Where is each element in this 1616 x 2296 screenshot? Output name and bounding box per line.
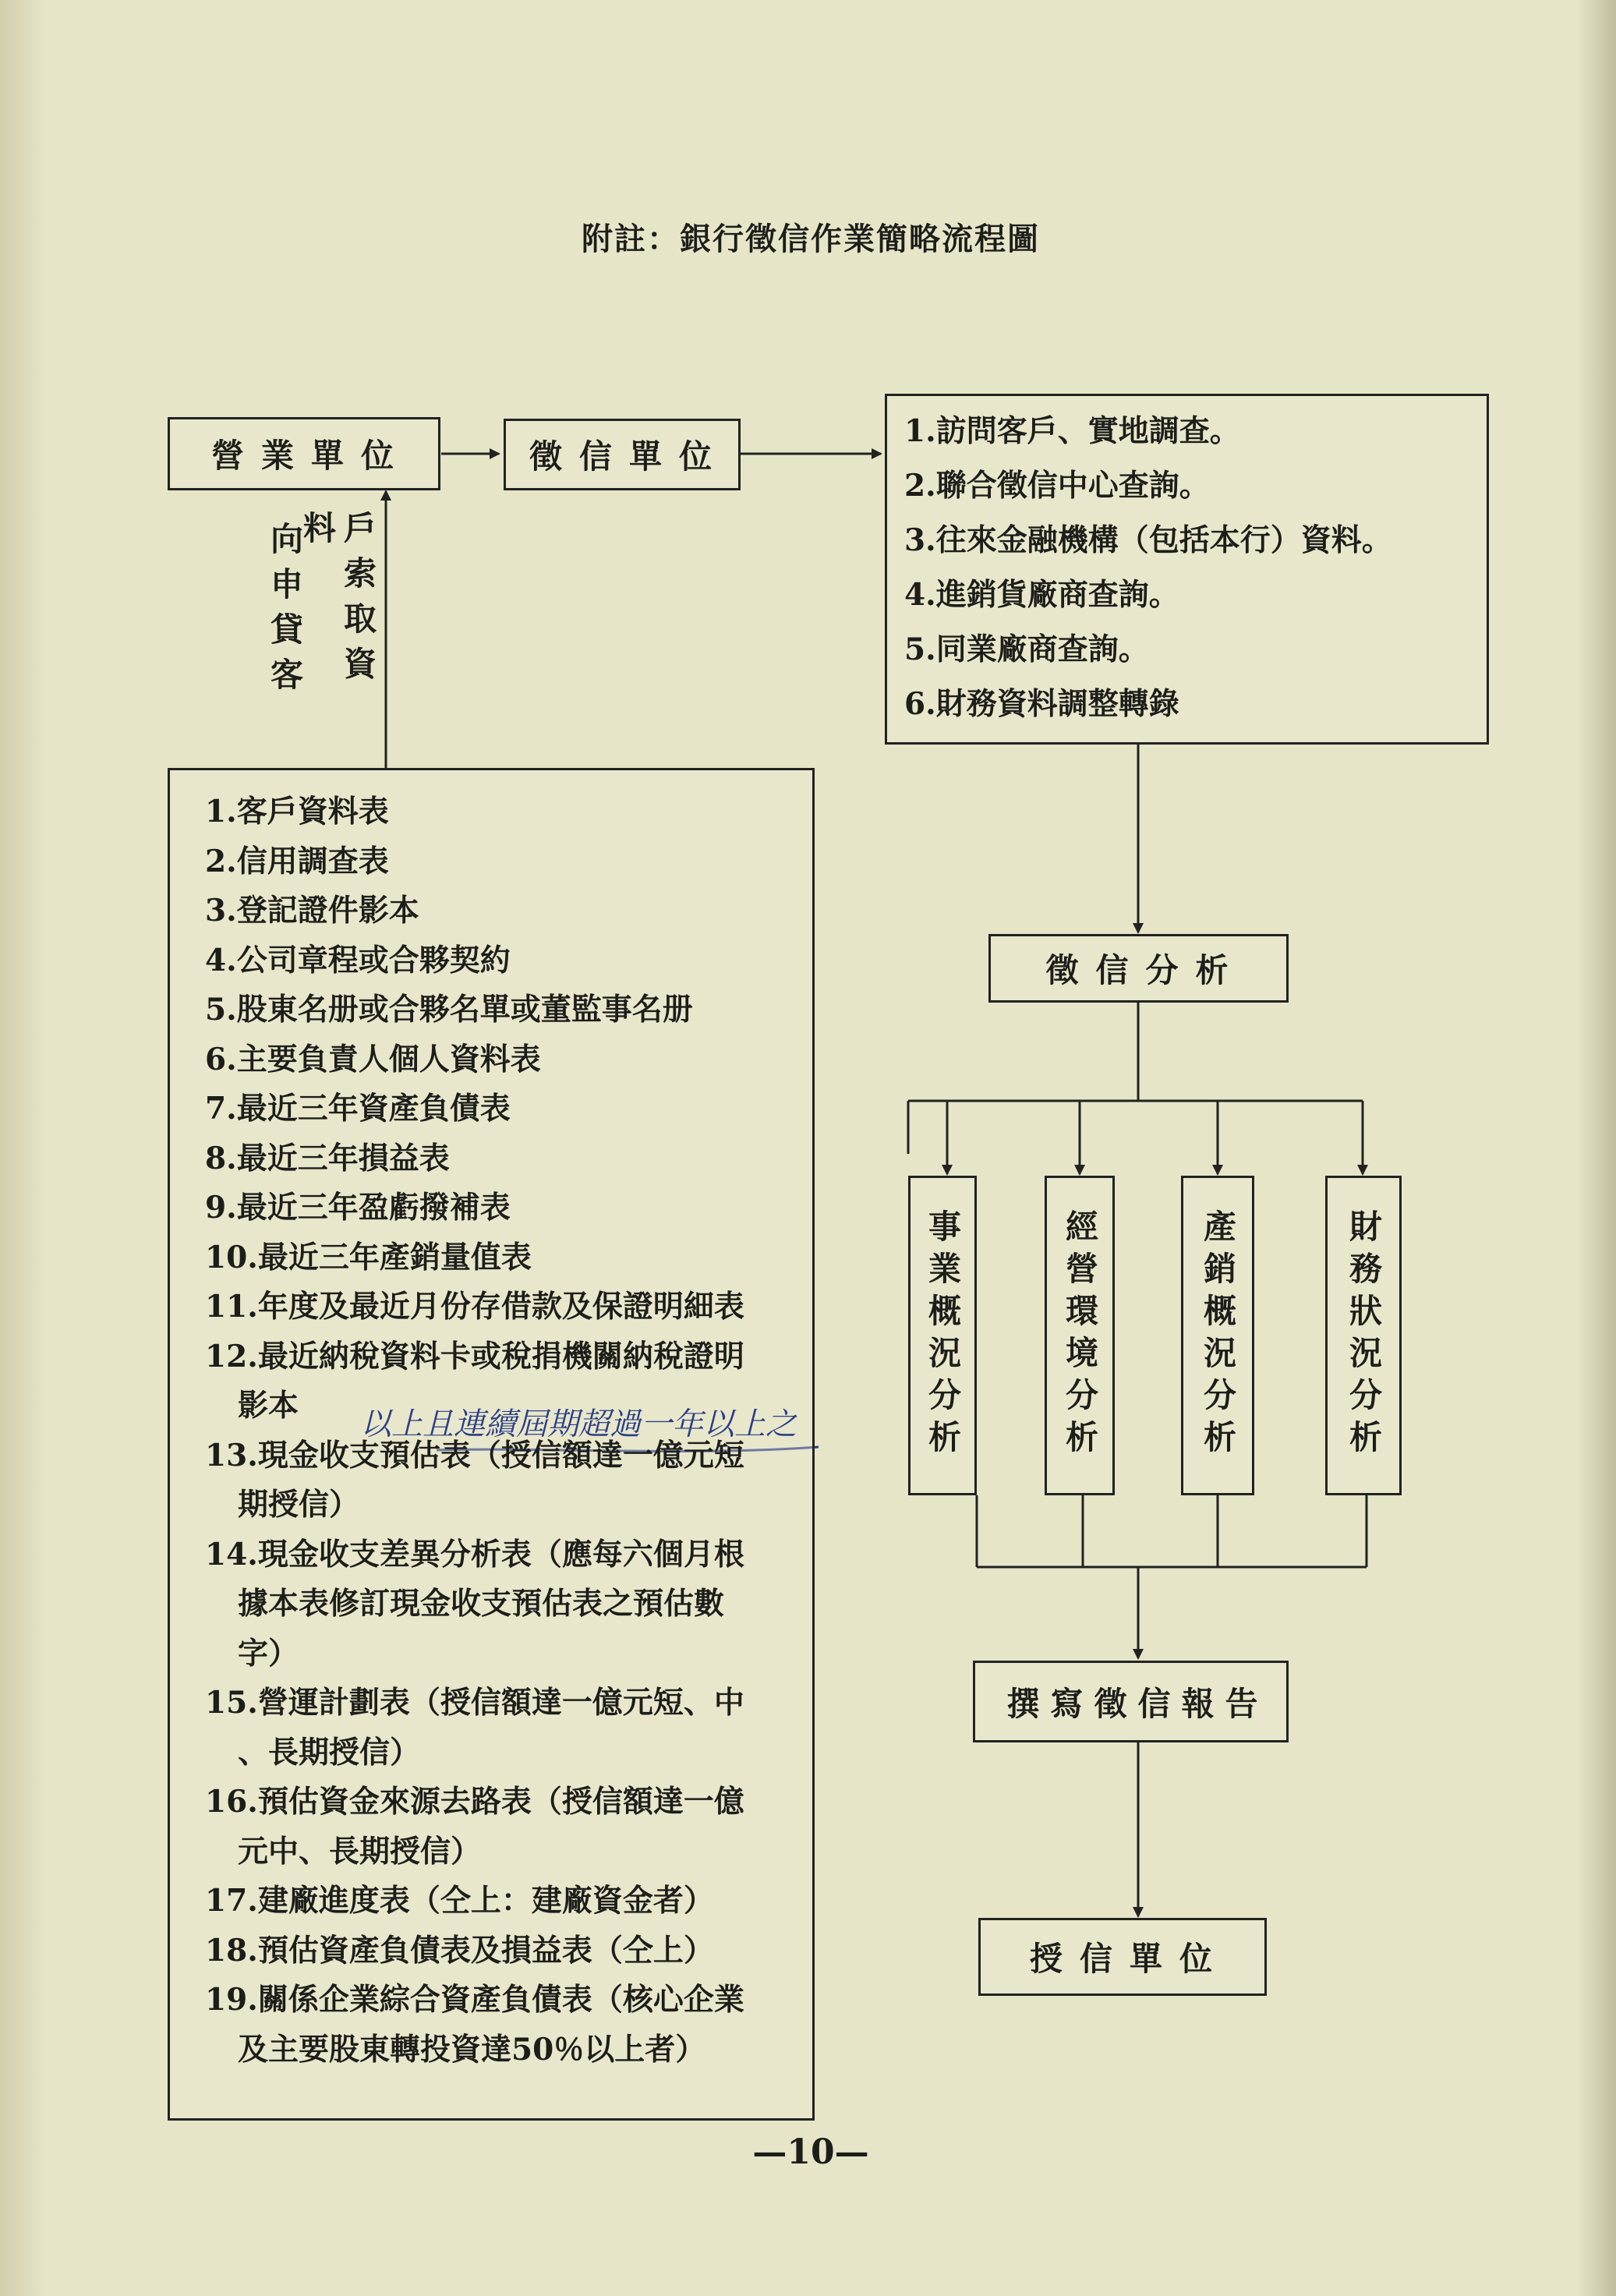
document-item: 10.最近三年產銷量值表: [205, 1239, 532, 1275]
document-item-continued: 影本: [238, 1388, 299, 1424]
document-item: 18.預估資產負債表及損益表（仝上）: [205, 1932, 714, 1969]
handwritten-note: 以上且連續屆期超過一年以上之: [360, 1406, 797, 1442]
branch-environment-label: 經營環境分析: [1061, 1209, 1099, 1462]
document-item-continued: 、長期授信）: [238, 1734, 421, 1771]
document-item: 5.股東名册或合夥名單或董監事名册: [205, 992, 693, 1028]
investigation-list: [904, 404, 1487, 731]
credit-analysis-label: 徵信分析: [1045, 951, 1246, 989]
document-item: 2.信用調查表: [205, 843, 389, 879]
branch-production-box: [1181, 1176, 1254, 1495]
investigation-item: 3.往來金融機構（包括本行）資料。: [904, 522, 1392, 558]
document-item: 8.最近三年損益表: [205, 1140, 450, 1176]
sales-unit-label: 營業單位: [210, 437, 411, 475]
investigation-item: 6.財務資料調整轉錄: [904, 686, 1179, 722]
document-item: 9.最近三年盈虧撥補表: [205, 1190, 511, 1226]
document-item: 4.公司章程或合夥契約: [205, 942, 511, 978]
lending-unit-label: 授信單位: [1029, 1940, 1229, 1978]
document-item: 19.關係企業綜合資產負債表（核心企業: [205, 1982, 744, 2018]
document-item-continued: 期授信）: [238, 1487, 360, 1523]
branch-finance-label: 財務狀況分析: [1345, 1209, 1383, 1462]
credit-analysis-box: [988, 934, 1289, 1003]
branch-business-box: [908, 1176, 977, 1495]
report-box: [973, 1661, 1289, 1742]
document-item-continued: 元中、長期授信）: [238, 1833, 482, 1870]
document-item-continued: 據本表修訂現金收支預估表之預估數: [238, 1586, 725, 1622]
investigation-item: 2.聯合徵信中心查詢。: [904, 468, 1210, 504]
document-item: 7.最近三年資產負債表: [205, 1091, 511, 1127]
document-item: 17.建廠進度表（仝上：建廠資金者）: [205, 1883, 714, 1919]
document-item: 11.年度及最近月份存借款及保證明細表: [205, 1289, 744, 1325]
documents-box: [168, 768, 815, 2121]
page-title: 附註：銀行徵信作業簡略流程圖: [582, 221, 1040, 257]
document-item: 3.登記證件影本: [205, 893, 419, 929]
branch-environment-box: [1045, 1176, 1115, 1495]
investigation-item: 4.進銷貨廠商查詢。: [904, 577, 1179, 613]
branch-production-label: 產銷概況分析: [1199, 1209, 1237, 1462]
branch-finance-box: [1325, 1176, 1402, 1495]
document-item: 15.營運計劃表（授信額達一億元短、中: [205, 1685, 744, 1721]
document-item: 12.最近納稅資料卡或稅捐機關納稅證明: [205, 1338, 744, 1374]
document-item: 1.客戶資料表: [205, 794, 389, 830]
investigation-item: 1.訪問客戶、實地調查。: [904, 413, 1240, 449]
sales-unit-box: [168, 417, 440, 490]
document-item: 6.主要負責人個人資料表: [205, 1041, 541, 1077]
document-item-continued: 及主要股東轉投資達50％以上者）: [238, 2031, 706, 2068]
request-note: [261, 511, 377, 721]
credit-unit-box: [504, 419, 741, 490]
credit-unit-label: 徵信單位: [529, 437, 729, 476]
investigation-box: [885, 394, 1489, 745]
investigation-item: 5.同業廠商查詢。: [904, 631, 1149, 667]
document-item-continued: 字）: [238, 1635, 299, 1672]
report-label: 撰寫徵信報告: [1006, 1684, 1269, 1723]
document-item: 16.預估資金來源去路表（授信額達一億: [205, 1784, 744, 1820]
branch-business-label: 事業概況分析: [924, 1209, 962, 1462]
document-item: 14.現金收支差異分析表（應每六個月根: [205, 1536, 744, 1573]
page-number: —10—: [752, 2132, 869, 2172]
lending-unit-box: [978, 1918, 1267, 1996]
request-note-left: 向申貸客: [266, 522, 304, 702]
document-item: 13.現金收支預估表（授信額達一億元短: [205, 1437, 744, 1473]
request-note-right: 戶索取資料: [299, 511, 377, 692]
